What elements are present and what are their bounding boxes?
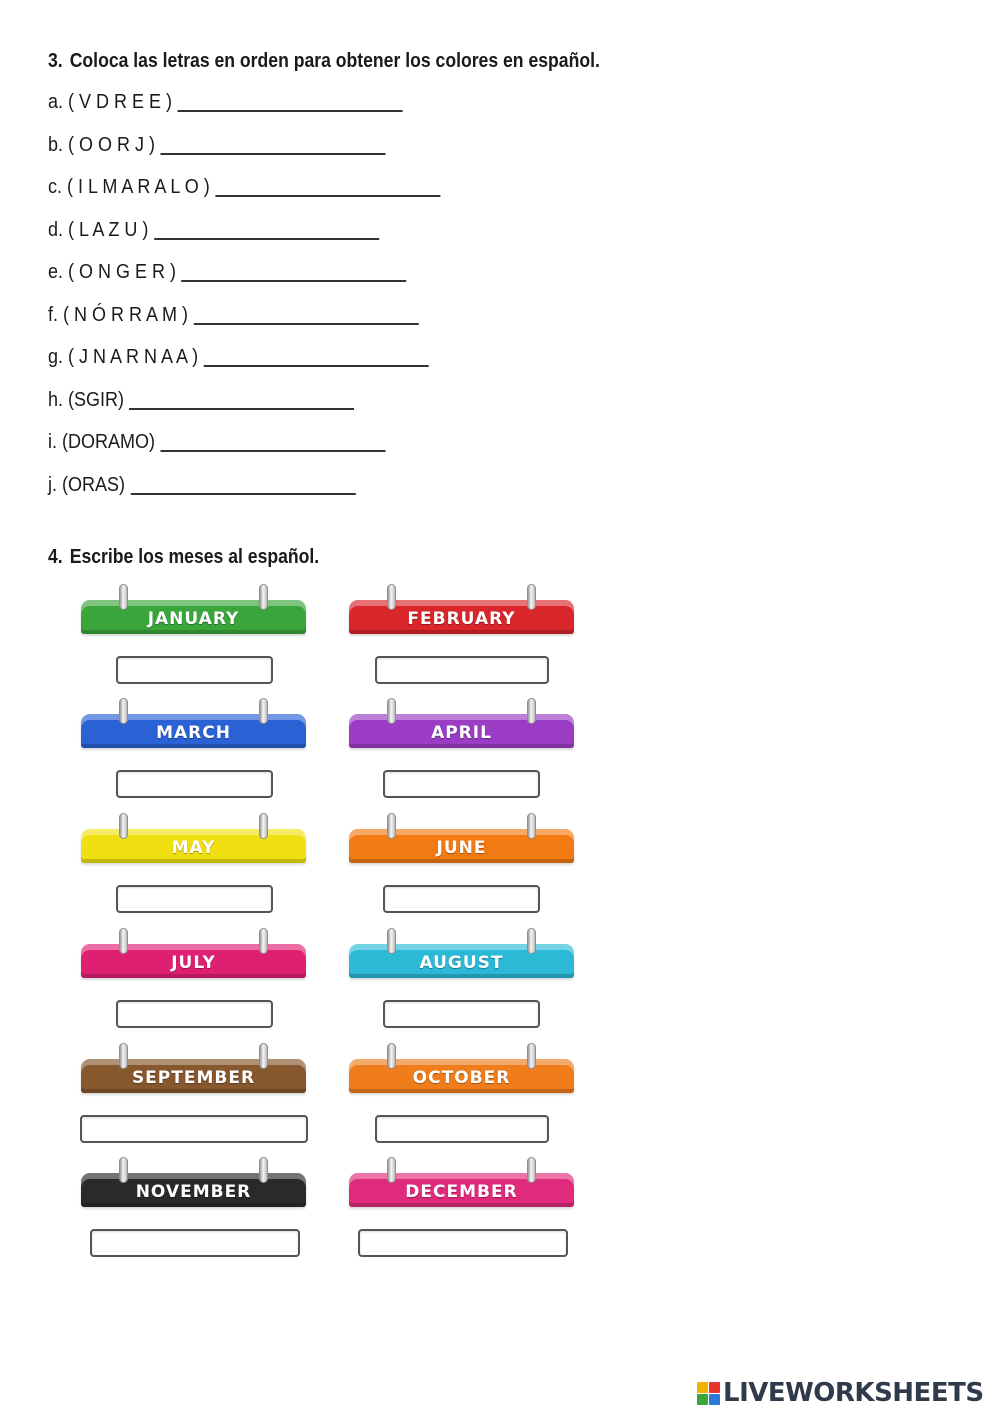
scrambled-word: d. ( L A Z U ) [48,218,149,241]
month-answer-input[interactable] [375,1115,549,1143]
section-4-number: 4. [48,546,63,568]
month-label: OCTOBER [412,1068,511,1088]
month-label: AUGUST [419,953,504,973]
section-3-instructions: Coloca las letras en orden para obtener los colores en español. [69,50,600,72]
scrambled-word: g. ( J N A R N A A ) [48,346,199,368]
month-answer-input[interactable] [383,1000,540,1028]
month-answer-input[interactable] [383,885,540,913]
scrambled-word: f. ( N Ó R R A M ) [48,303,189,326]
month-label: NOVEMBER [135,1182,252,1202]
answer-blank-line[interactable] [177,110,402,112]
calendar-ring-icon [259,928,268,954]
calendar-ring-icon [259,1157,268,1183]
month-label: JULY [171,953,216,973]
answer-blank-line[interactable] [154,238,379,240]
calendar-ring-icon [119,813,128,839]
calendar-ring-icon [527,813,536,839]
answer-blank-line[interactable] [129,408,354,410]
calendar-ring-icon [259,698,268,724]
scrambled-word: i. (DORAMO) [48,431,156,453]
month-answer-input[interactable] [358,1229,568,1257]
month-calendar-december [349,1167,574,1207]
liveworksheets-logo [697,1378,984,1408]
scrambled-word: c. ( I L M A R A L O ) [48,176,210,198]
month-label: MAY [171,838,216,858]
answer-blank-line[interactable] [193,323,418,325]
unscramble-item [48,219,379,242]
answer-blank-line[interactable] [130,493,355,495]
calendar-ring-icon [259,584,268,610]
month-label: MARCH [156,723,231,743]
calendar-ring-icon [387,928,396,954]
calendar-ring-icon [387,1157,396,1183]
month-answer-input[interactable] [383,770,540,798]
answer-blank-line[interactable] [181,280,406,282]
month-answer-input[interactable] [90,1229,300,1257]
unscramble-item [48,91,402,114]
month-calendar-october [349,1053,574,1093]
calendar-ring-icon [259,1043,268,1069]
answer-blank-line[interactable] [160,450,385,452]
calendar-ring-icon [387,813,396,839]
month-calendar-march [81,708,306,748]
unscramble-item [48,176,440,199]
month-answer-input[interactable] [375,656,549,684]
month-calendar-november [81,1167,306,1207]
month-label: DECEMBER [405,1182,518,1202]
calendar-ring-icon [119,698,128,724]
month-calendar-may [81,823,306,863]
month-calendar-february [349,594,574,634]
month-label: JUNE [436,838,487,858]
scrambled-word: a. ( V D R E E ) [48,91,173,113]
month-calendar-july [81,938,306,978]
month-answer-input[interactable] [116,1000,273,1028]
calendar-ring-icon [527,1043,536,1069]
unscramble-item [48,346,428,369]
month-answer-input[interactable] [116,770,273,798]
month-answer-input[interactable] [80,1115,308,1143]
scrambled-word: j. (ORAS) [48,473,126,496]
month-label: JANUARY [147,609,240,629]
logo-badge-icon [697,1382,720,1405]
scrambled-word: e. ( O N G E R ) [48,261,177,283]
calendar-ring-icon [119,1043,128,1069]
section-4-title [48,546,319,569]
calendar-ring-icon [387,584,396,610]
month-calendar-june [349,823,574,863]
month-calendar-january [81,594,306,634]
calendar-ring-icon [119,1157,128,1183]
answer-blank-line[interactable] [215,195,440,197]
month-calendar-april [349,708,574,748]
scrambled-word: h. (SGIR) [48,388,125,411]
section-3-number: 3. [48,50,63,72]
month-answer-input[interactable] [116,885,273,913]
unscramble-item [48,389,354,412]
month-label: SEPTEMBER [131,1068,256,1088]
unscramble-item [48,474,355,497]
unscramble-item [48,304,418,327]
month-answer-input[interactable] [116,656,273,684]
calendar-ring-icon [119,584,128,610]
calendar-ring-icon [119,928,128,954]
calendar-ring-icon [527,1157,536,1183]
section-3-title [48,50,600,73]
month-calendar-september [81,1053,306,1093]
calendar-ring-icon [259,813,268,839]
calendar-ring-icon [527,928,536,954]
calendar-ring-icon [527,698,536,724]
month-label: APRIL [431,723,492,743]
answer-blank-line[interactable] [160,153,385,155]
scrambled-word: b. ( O O R J ) [48,133,156,156]
section-4-instructions: Escribe los meses al español. [69,546,320,568]
calendar-ring-icon [387,698,396,724]
unscramble-item [48,261,406,284]
answer-blank-line[interactable] [203,365,428,367]
month-label: FEBRUARY [407,609,516,629]
month-calendar-august [349,938,574,978]
logo-text: LIVEWORKSHEETS [723,1378,984,1408]
calendar-ring-icon [387,1043,396,1069]
calendar-ring-icon [527,584,536,610]
unscramble-item [48,431,385,454]
unscramble-item [48,134,385,157]
